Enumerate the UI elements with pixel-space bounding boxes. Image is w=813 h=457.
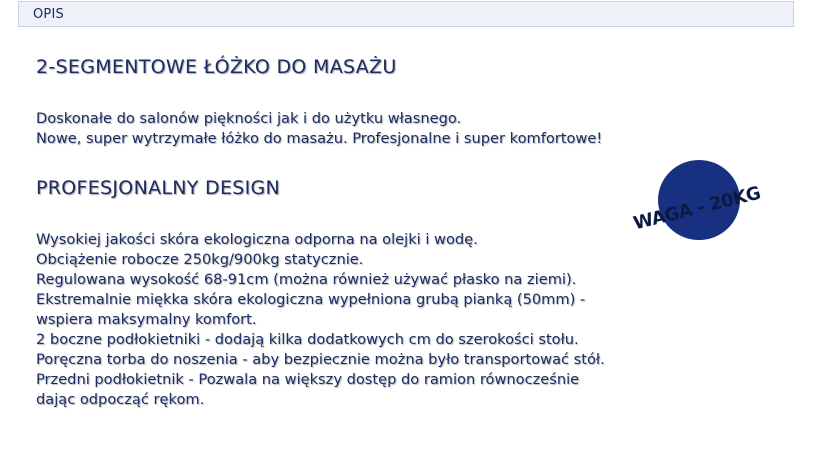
design-heading: PROFESJONALNY DESIGN (36, 177, 281, 199)
feature-line: 2 boczne podłokietniki - dodają kilka dodatkowych cm do szerokości stołu. (36, 331, 579, 348)
feature-line: Ekstremalnie miękka skóra ekologiczna wypełniona grubą pianką (50mm) - (36, 291, 586, 308)
intro-line: Doskonałe do salonów piękności jak i do użytku własnego. (36, 110, 462, 127)
feature-line: Obciążenie robocze 250kg/900kg statycznie. (36, 251, 364, 268)
feature-line: wspiera maksymalny komfort. (36, 311, 257, 328)
features-paragraph (36, 230, 605, 410)
feature-line: Poręczna torba do noszenia - aby bezpiecznie można było transportować stół. (36, 351, 605, 368)
feature-line: Wysokiej jakości skóra ekologiczna odporna na olejki i wodę. (36, 231, 478, 248)
feature-line: dając odpocząć rękom. (36, 391, 205, 408)
intro-paragraph (36, 109, 602, 149)
description-tab-bar (18, 1, 794, 27)
product-title-heading: 2-SEGMENTOWE ŁÓŻKO DO MASAŻU (36, 56, 397, 78)
weight-badge-label: WAGA - 20KG (631, 182, 763, 235)
feature-line: Przedni podłokietnik - Pozwala na większy dostęp do ramion równocześnie (36, 371, 580, 388)
tab-opis[interactable]: OPIS (33, 7, 64, 22)
intro-line: Nowe, super wytrzymałe łóżko do masażu. Profesjonalne i super komfortowe! (36, 130, 603, 147)
feature-line: Regulowana wysokość 68-91cm (można również używać płasko na ziemi). (36, 271, 577, 288)
